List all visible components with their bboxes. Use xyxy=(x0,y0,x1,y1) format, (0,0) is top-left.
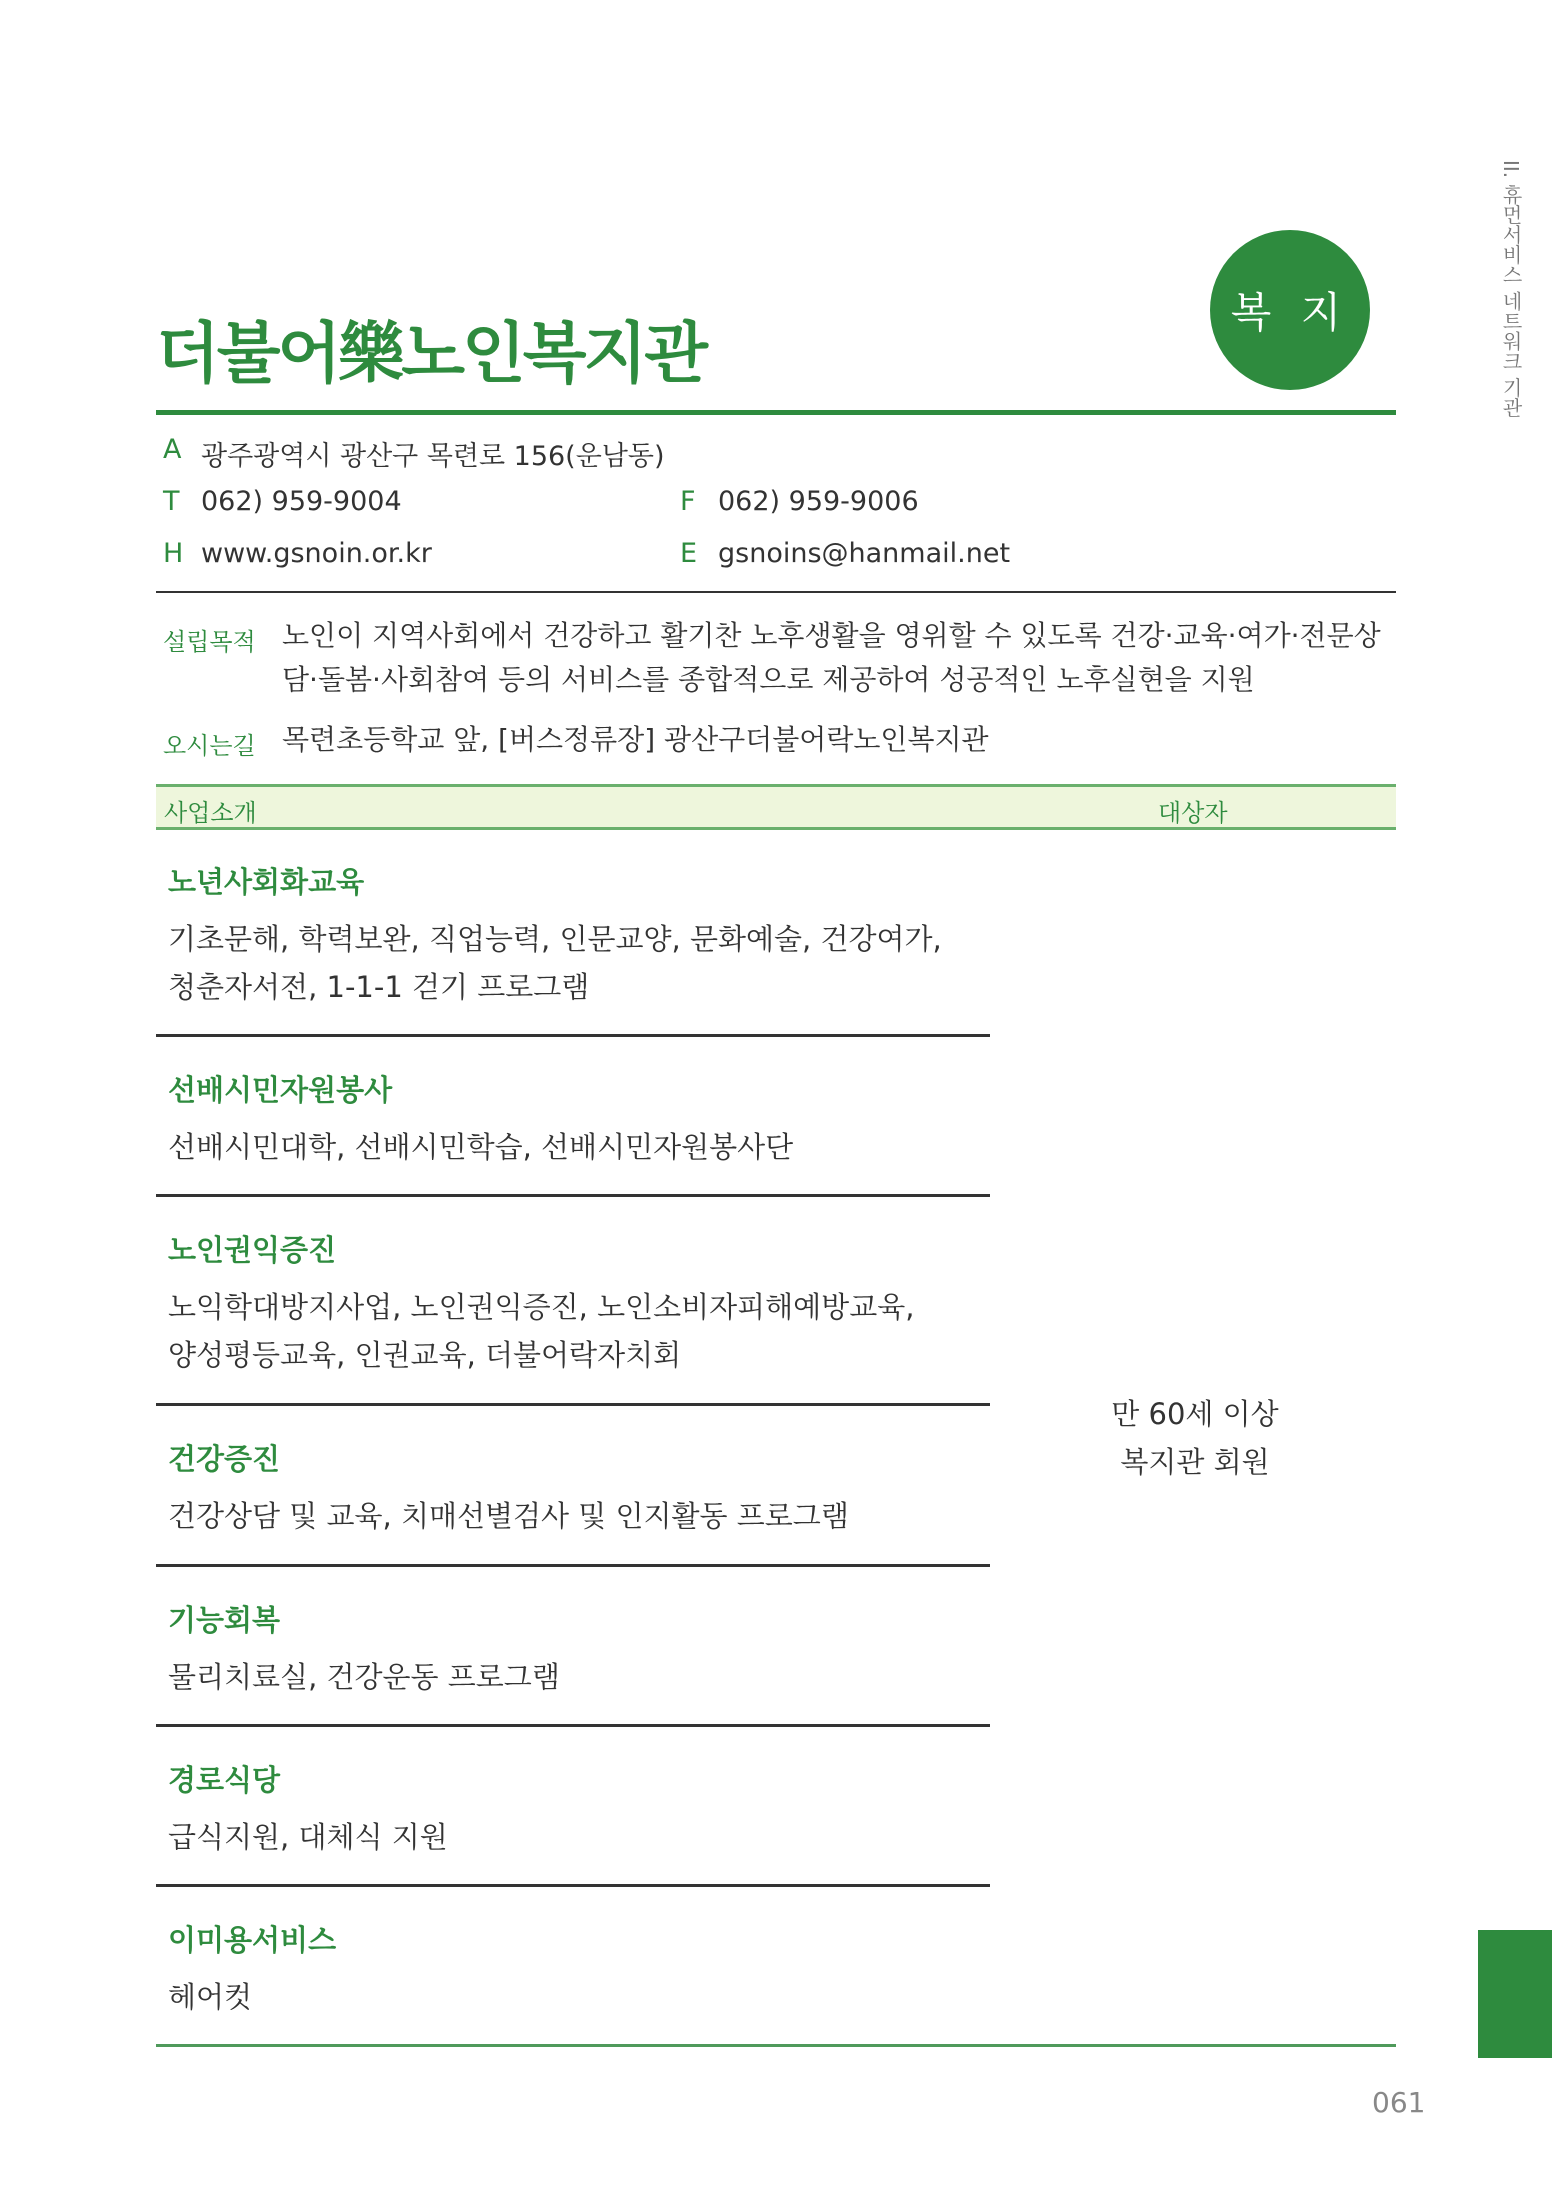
fax-key: F xyxy=(680,486,696,517)
program-divider xyxy=(156,1194,990,1197)
address-key: A xyxy=(163,434,182,465)
fax-row xyxy=(680,486,919,517)
program-desc-line: 기초문해, 학력보완, 직업능력, 인문교양, 문화예술, 건강여가, xyxy=(168,922,942,956)
directions-text: 목련초등학교 앞, [버스정류장] 광산구더불어락노인복지관 xyxy=(282,723,989,756)
email-key: E xyxy=(680,538,698,569)
program-desc-line: 헤어컷 xyxy=(168,1980,253,2014)
program-desc-line: 건강상담 및 교육, 치매선별검사 및 인지활동 프로그램 xyxy=(168,1499,849,1533)
address-row xyxy=(163,434,665,473)
homepage-link[interactable]: www.gsnoin.or.kr xyxy=(201,538,432,569)
header-target: 대상자 xyxy=(1158,799,1228,827)
section-tab-marker xyxy=(1478,1930,1552,2058)
program-item xyxy=(168,1228,988,1379)
target-group xyxy=(1080,1390,1310,1486)
phone-value: 062) 959-9004 xyxy=(201,486,402,517)
program-item xyxy=(168,1758,988,1861)
bottom-rule xyxy=(156,2044,1396,2047)
program-name: 노인권익증진 xyxy=(168,1233,337,1267)
title-rule xyxy=(156,410,1396,415)
program-desc-line: 노익학대방지사업, 노인권익증진, 노인소비자피해예방교육, xyxy=(168,1290,915,1324)
program-desc-line: 물리치료실, 건강운동 프로그램 xyxy=(168,1660,560,1694)
purpose-text: 노인이 지역사회에서 건강하고 활기찬 노후생활을 영위할 수 있도록 건강·교육·여가·전문상담·돌봄·사회참여 등의 서비스를 종합적으로 제공하여 성공적인 노후실현을 지원 xyxy=(282,619,1381,696)
directions-label: 오시는길 xyxy=(163,732,256,760)
program-name: 건강증진 xyxy=(168,1442,281,1476)
program-name: 기능회복 xyxy=(168,1603,281,1637)
program-item xyxy=(168,1437,988,1540)
program-item xyxy=(168,1918,988,2021)
category-badge: 복 지 xyxy=(1210,230,1370,390)
phone-row xyxy=(163,486,402,517)
page-number: 061 xyxy=(1372,2086,1426,2119)
homepage-key: H xyxy=(163,538,184,569)
email-link[interactable]: gsnoins@hanmail.net xyxy=(718,538,1011,569)
fax-value: 062) 959-9006 xyxy=(718,486,919,517)
program-desc-line: 양성평등교육, 인권교육, 더불어락자치회 xyxy=(168,1338,682,1372)
page-title: 더불어樂노인복지관 xyxy=(156,315,706,392)
homepage-row xyxy=(163,538,432,569)
program-item xyxy=(168,1598,988,1701)
program-divider xyxy=(156,1724,990,1727)
program-divider xyxy=(156,1564,990,1567)
program-item xyxy=(168,860,988,1011)
side-label: II. 휴먼서비스 네트워크 기관 xyxy=(1499,160,1523,418)
program-item xyxy=(168,1068,988,1171)
program-name: 이미용서비스 xyxy=(168,1923,337,1957)
table-header xyxy=(156,784,1396,830)
purpose-label: 설립목적 xyxy=(163,628,256,656)
program-name: 노년사회화교육 xyxy=(168,865,365,899)
program-desc-line: 선배시민대학, 선배시민학습, 선배시민자원봉사단 xyxy=(168,1130,794,1164)
program-name: 경로식당 xyxy=(168,1763,281,1797)
program-desc-line: 급식지원, 대체식 지원 xyxy=(168,1820,448,1854)
address-value: 광주광역시 광산구 목련로 156(운남동) xyxy=(201,441,665,472)
phone-key: T xyxy=(163,486,180,517)
program-divider xyxy=(156,1884,990,1887)
program-divider xyxy=(156,1034,990,1037)
target-line: 복지관 회원 xyxy=(1120,1445,1270,1479)
email-row xyxy=(680,538,1010,569)
program-desc-line: 청춘자서전, 1-1-1 걷기 프로그램 xyxy=(168,970,590,1004)
target-line: 만 60세 이상 xyxy=(1111,1397,1279,1431)
header-business: 사업소개 xyxy=(164,799,257,827)
program-divider xyxy=(156,1403,990,1406)
program-name: 선배시민자원봉사 xyxy=(168,1073,393,1107)
contact-rule xyxy=(156,591,1396,593)
